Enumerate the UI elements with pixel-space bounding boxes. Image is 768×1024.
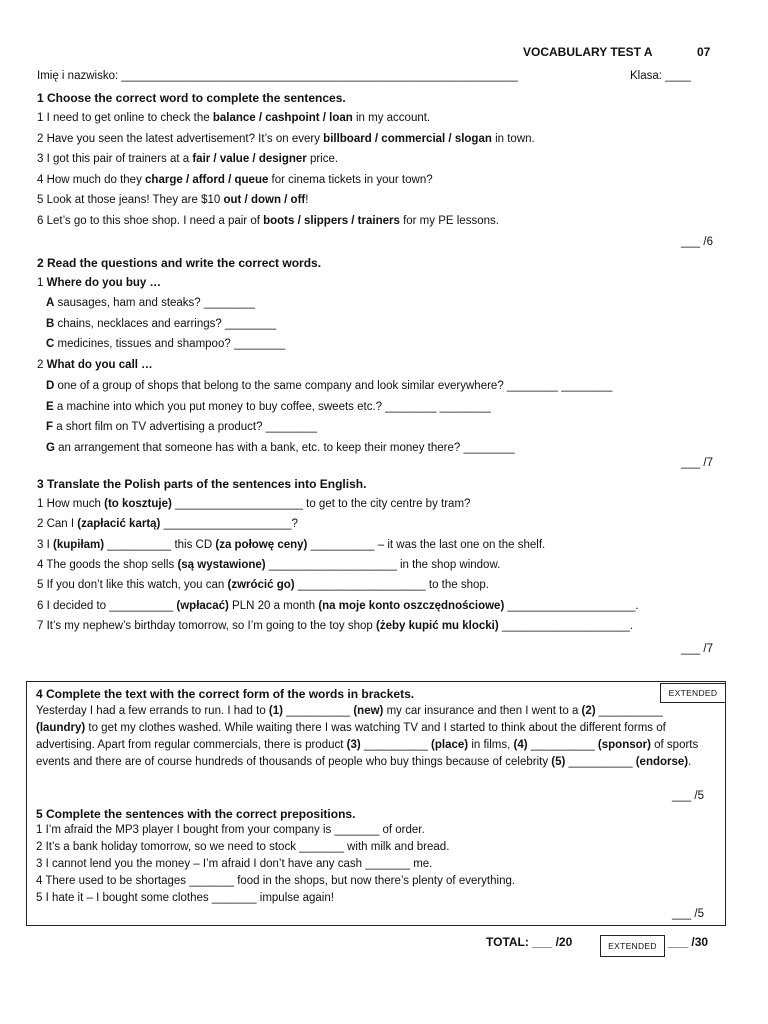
extended-tag: EXTENDED xyxy=(660,683,726,703)
section-2-heading: 2 Read the questions and write the correct words. xyxy=(37,256,322,270)
section-2-item: B chains, necklaces and earrings? ________ xyxy=(46,317,277,330)
section-3-score: ___ /7 xyxy=(681,643,713,655)
section-1-score: ___ /6 xyxy=(681,236,713,248)
word-options[interactable]: fair / value / designer xyxy=(192,153,307,166)
extended-total-score: ___ /30 xyxy=(668,935,709,949)
section-1-item: 5 Look at those jeans! They are $10 out / down / off! xyxy=(37,194,309,207)
section-4-heading: 4 Complete the text with the correct form of the words in brackets. xyxy=(36,687,415,701)
test-title: VOCABULARY TEST A xyxy=(523,45,653,59)
section-3-item: 3 I (kupiłam) __________ this CD (za połowę ceny) __________ – it was the last one on the shelf. xyxy=(37,538,546,551)
section-1-item: 6 Let’s go to this shoe shop. I need a pair of boots / slippers / trainers for my PE lessons. xyxy=(37,215,499,227)
section-2-item: G an arrangement that someone has with a bank, etc. to keep their money there? ________ xyxy=(46,441,515,454)
section-4-text: Yesterday I had a few errands to run. I had to (1) __________ (new) my car insurance and then I went to a (2) __________ (laundry) to get my clothes washed. While waiting there I was watching TV and I started to think about the different forms of advertising. Apart from regular commercials, there is product (3) __________ (place) in films, (4) __________ (sponsor) of sports events and there are of course hundreds of thousands of people who buy things because of celebrity (5) __________ (endorse). xyxy=(36,705,699,768)
section-2-q1: 1 Where do you buy … xyxy=(37,277,161,289)
section-2-item: F a short film on TV advertising a product? ________ xyxy=(46,421,317,434)
section-5-item: 3 I cannot lend you the money – I’m afraid I don’t have any cash _______ me. xyxy=(36,858,433,870)
test-number: 07 xyxy=(697,45,711,59)
section-2-item: C medicines, tissues and shampoo? ________ xyxy=(46,338,286,351)
section-3-item: 4 The goods the shop sells (są wystawione) ____________________ in the shop window. xyxy=(37,558,501,571)
section-3-item: 5 If you don’t like this watch, you can (zwrócić go) ____________________ to the shop. xyxy=(37,579,489,592)
section-2-item: D one of a group of shops that belong to the same company and look similar everywhere? ________ ________ xyxy=(46,380,613,392)
section-5-item: 2 It’s a bank holiday tomorrow, so we need to stock _______ with milk and bread. xyxy=(36,841,450,853)
section-2-q2: 2 What do you call … xyxy=(37,359,153,371)
section-5-item: 4 There used to be shortages _______ food in the shops, but now there’s plenty of everything. xyxy=(36,875,516,887)
word-options[interactable]: billboard / commercial / slogan xyxy=(323,132,492,145)
section-3-item: 2 Can I (zapłacić kartą) ____________________? xyxy=(37,518,298,531)
footer-extended-tag: EXTENDED xyxy=(600,935,665,957)
word-options[interactable]: out / down / off xyxy=(223,194,306,207)
word-options[interactable]: balance / cashpoint / loan xyxy=(212,112,353,124)
section-5-item: 5 I hate it – I bought some clothes _______ impulse again! xyxy=(36,892,334,904)
section-2-score: ___ /7 xyxy=(681,457,713,469)
word-options[interactable]: charge / afford / queue xyxy=(145,173,269,186)
section-5-heading: 5 Complete the sentences with the correct prepositions. xyxy=(36,807,356,821)
section-1-item: 3 I got this pair of trainers at a fair / value / designer price. xyxy=(37,153,339,166)
word-options[interactable]: boots / slippers / trainers xyxy=(263,215,400,227)
section-3-item: 6 I decided to __________ (wpłacać) PLN 20 a month (na moje konto oszczędnościowe) ____________________. xyxy=(37,599,639,612)
section-1-item: 2 Have you seen the latest advertisement? It’s on every billboard / commercial / slogan in town. xyxy=(37,132,535,145)
total-score: TOTAL: ___ /20 xyxy=(486,935,573,949)
section-4-score: ___ /5 xyxy=(672,790,704,802)
section-3-item: 1 How much (to kosztuje) ____________________ to get to the city centre by tram? xyxy=(37,498,471,510)
section-1-item: 1 I need to get online to check the balance / cashpoint / loan in my account. xyxy=(37,112,431,124)
section-1-item: 4 How much do they charge / afford / queue for cinema tickets in your town? xyxy=(37,173,433,186)
section-2-item: E a machine into which you put money to buy coffee, sweets etc.? ________ ________ xyxy=(46,400,491,413)
section-2-item: A sausages, ham and steaks? ________ xyxy=(46,297,256,309)
section-5-item: 1 I’m afraid the MP3 player I bought from your company is _______ of order. xyxy=(36,824,425,836)
section-3-item: 7 It’s my nephew’s birthday tomorrow, so I’m going to the toy shop (żeby kupić mu klocki) ____________________. xyxy=(37,619,634,632)
section-5-score: ___ /5 xyxy=(672,908,704,920)
class-field[interactable]: Klasa: ____ xyxy=(630,70,691,82)
section-3-heading: 3 Translate the Polish parts of the sentences into English. xyxy=(37,477,367,491)
section-1-heading: 1 Choose the correct word to complete the sentences. xyxy=(37,91,346,105)
name-field[interactable]: Imię i nazwisko: ______________________________________________________________ xyxy=(37,70,518,82)
